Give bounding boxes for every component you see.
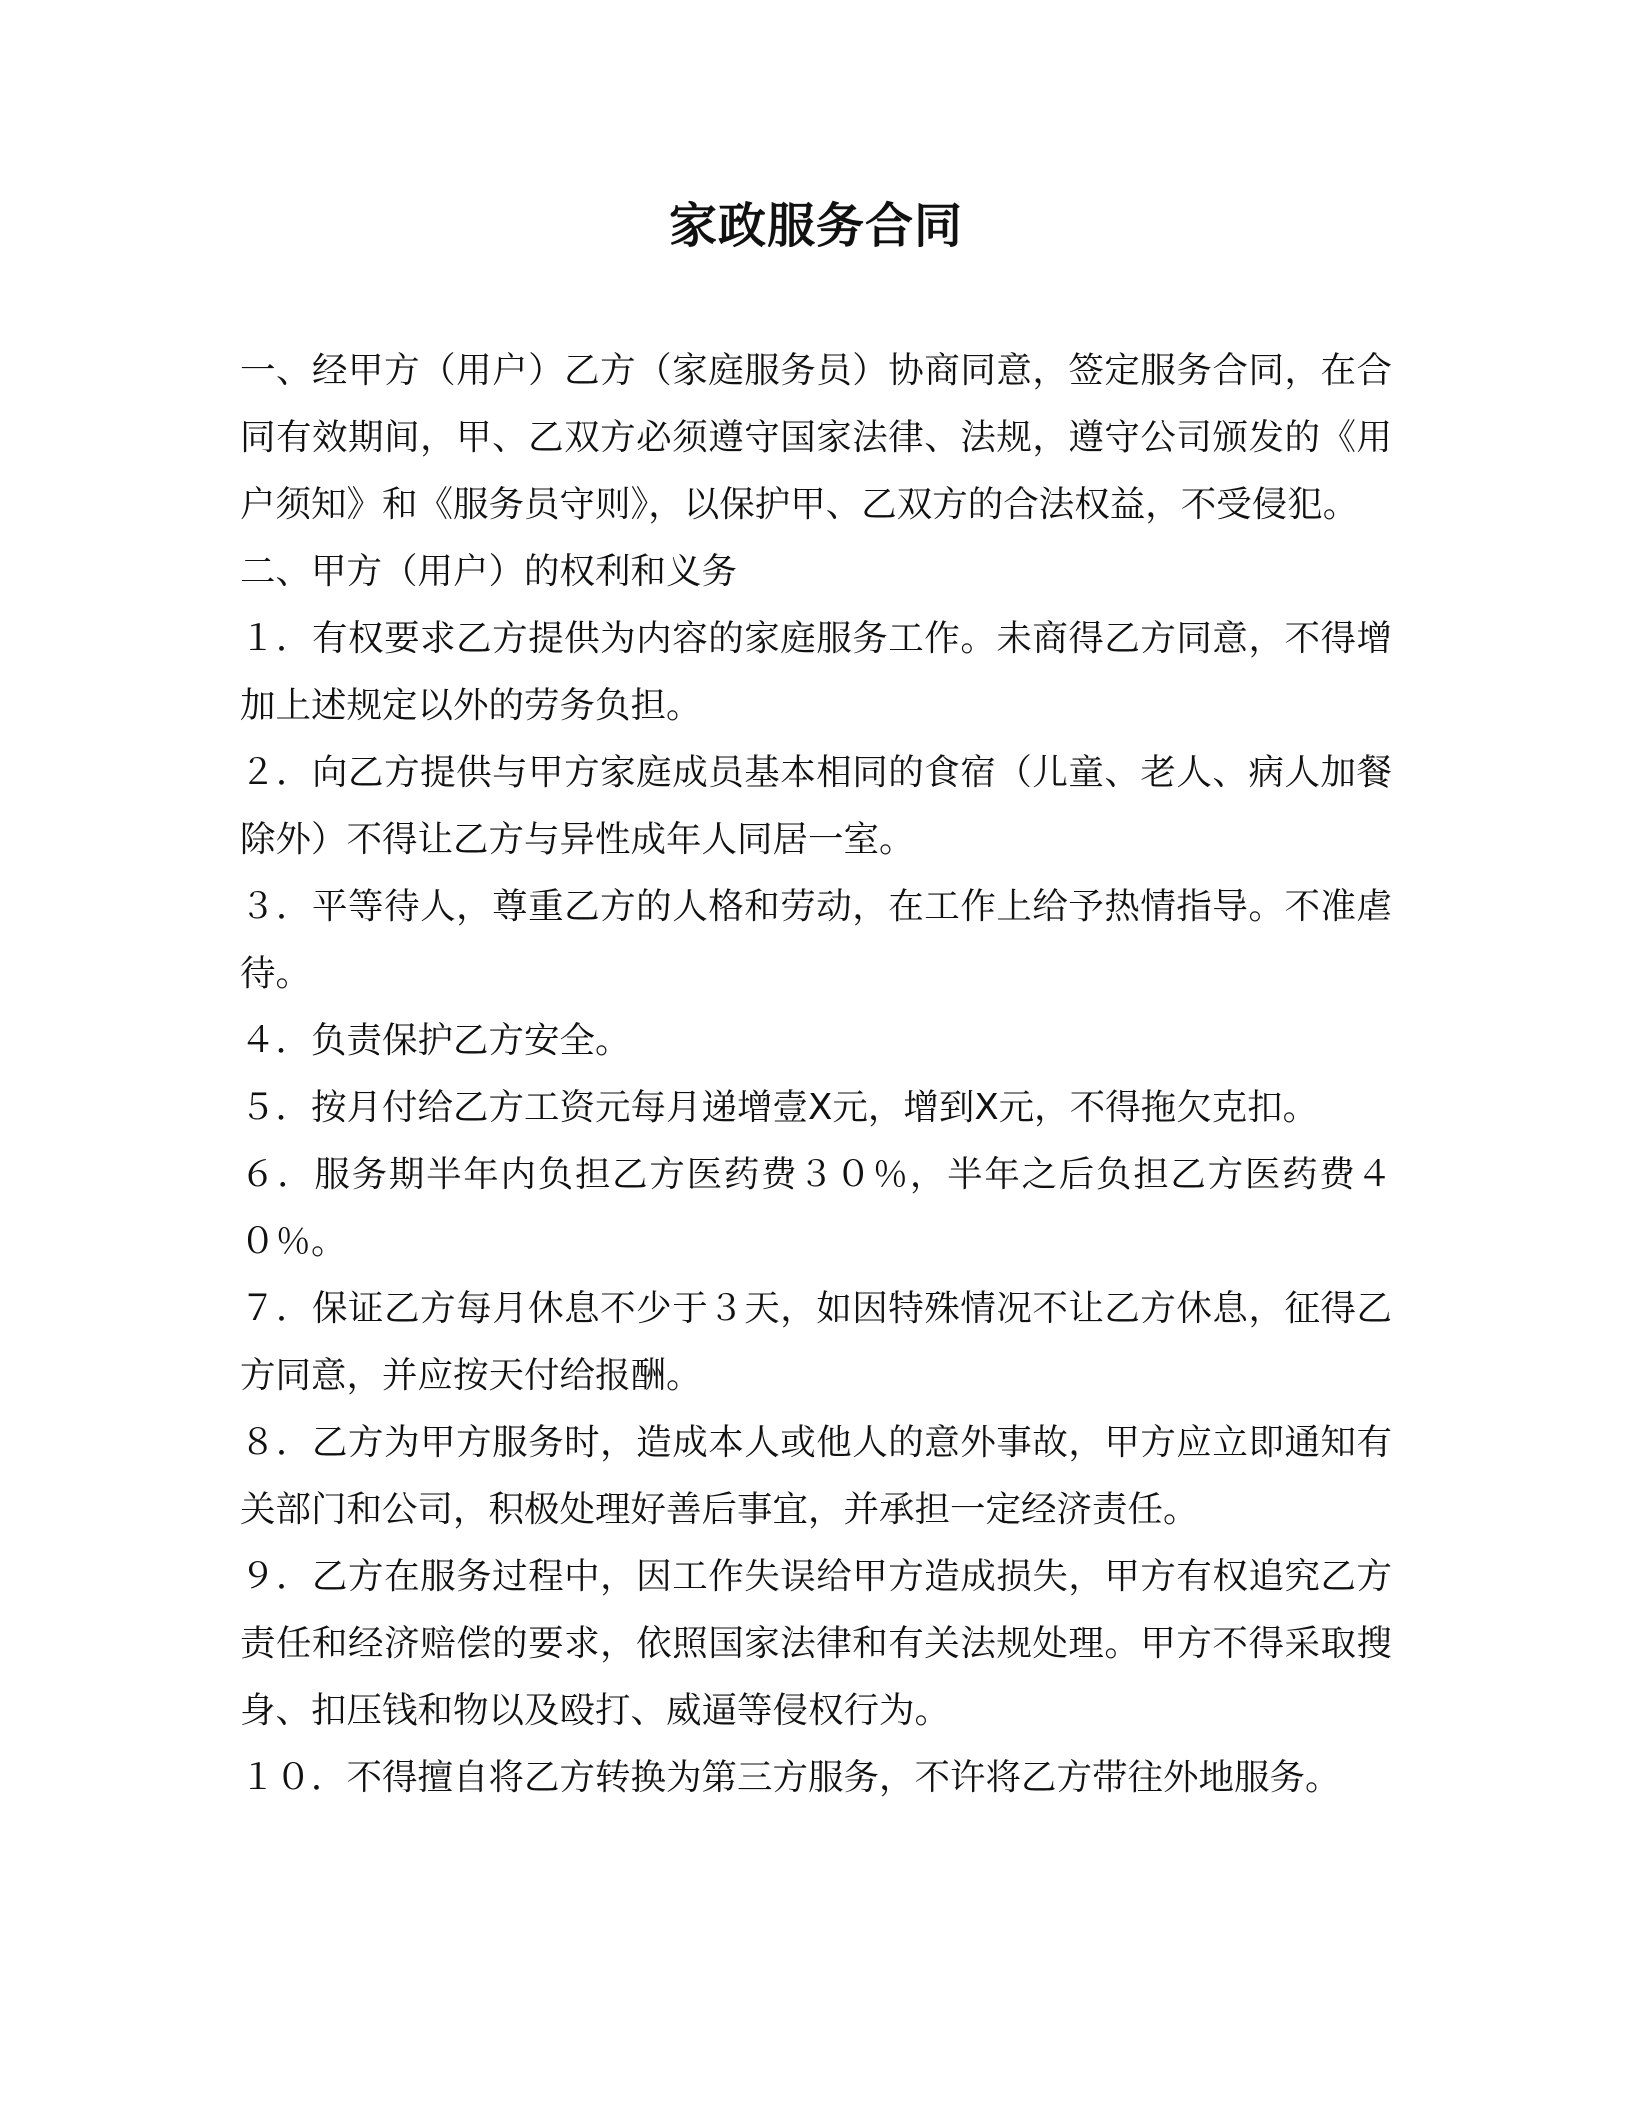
- paragraph-item-8: ８．乙方为甲方服务时，造成本人或他人的意外事故，甲方应立即通知有关部门和公司，积极处理好善后事宜，并承担一定经济责任。: [240, 1422, 1392, 1530]
- paragraph-item-7: ７．保证乙方每月休息不少于３天，如因特殊情况不让乙方休息，征得乙方同意，并应按天付给报酬。: [240, 1288, 1392, 1396]
- paragraph-item-4: ４．负责保护乙方安全。: [240, 1020, 631, 1061]
- paragraph-item-9: ９．乙方在服务过程中，因工作失误给甲方造成损失，甲方有权追究乙方责任和经济赔偿的要求，依照国家法律和有关法规处理。甲方不得采取搜身、扣压钱和物以及殴打、威逼等侵权行为。: [240, 1556, 1392, 1731]
- paragraph-item-3: ３．平等待人，尊重乙方的人格和劳动，在工作上给予热情指导。不准虐待。: [240, 886, 1392, 994]
- paragraph-clause-1: 一、经甲方（用户）乙方（家庭服务员）协商同意，签定服务合同，在合同有效期间，甲、乙双方必须遵守国家法律、法规，遵守公司颁发的《用户须知》和《服务员守则》，以保护甲、乙双方的合法权益，不受侵犯。: [240, 350, 1392, 525]
- paragraph-item-10: １０．不得擅自将乙方转换为第三方服务，不许将乙方带往外地服务。: [240, 1757, 1341, 1798]
- paragraph-item-2: ２．向乙方提供与甲方家庭成员基本相同的食宿（儿童、老人、病人加餐除外）不得让乙方与异性成年人同居一室。: [240, 752, 1392, 860]
- document-title: 家政服务合同: [668, 198, 963, 254]
- paragraph-item-6: ６．服务期半年内负担乙方医药费３０％，半年之后负担乙方医药费４０％。: [240, 1154, 1392, 1262]
- paragraph-item-1: １．有权要求乙方提供为内容的家庭服务工作。未商得乙方同意，不得增加上述规定以外的劳务负担。: [240, 618, 1392, 726]
- paragraph-section-2-heading: 二、甲方（用户）的权利和义务: [240, 551, 738, 592]
- document-body: [240, 337, 1392, 1811]
- paragraph-item-5: ５．按月付给乙方工资元每月递增壹X元，增到X元，不得拖欠克扣。: [240, 1087, 1319, 1128]
